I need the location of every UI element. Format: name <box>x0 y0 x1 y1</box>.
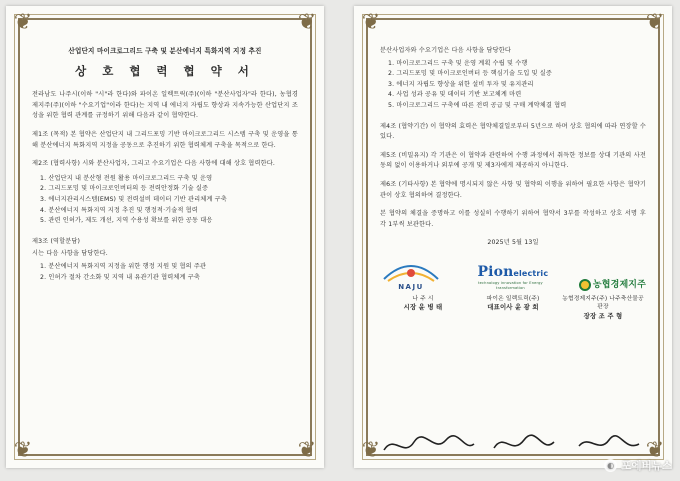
signatory-org: 나 주 시 <box>412 295 434 302</box>
article-4: 제4조 (협약기간) 이 협약의 효력은 협약체결일로부터 5년으로 하며 상호 협의에 따라 연장할 수 있다. <box>380 122 646 141</box>
left-page-content <box>32 46 298 293</box>
handwritten-signatures <box>354 424 672 462</box>
document-title: 상 호 협 력 협 약 서 <box>75 63 255 78</box>
signatory-nh <box>560 295 646 321</box>
watermark-logo-icon: ◐ <box>604 459 617 472</box>
roles-intro: 분산사업자와 수요기업은 다음 사항을 담당한다 <box>380 47 512 54</box>
article-2-intro: 제2조 (협력사항) 시와 분산사업자, 그리고 수요기업은 다음 사항에 대해 상호 협력한다. <box>32 160 275 168</box>
signatory-name: 장장 조 주 형 <box>583 311 623 320</box>
article-2-list <box>40 174 298 227</box>
signatory-org: 파이온 일렉트릭(주) <box>486 295 540 302</box>
agreement-page-left <box>6 6 324 468</box>
naju-logo-text: NAJU <box>398 282 424 291</box>
pion-logo-tagline: technology innovation for Energy transformation <box>478 280 543 290</box>
corner-ornament-icon: ❦ <box>645 10 665 35</box>
nh-logo-text: 농협경제지주 <box>592 279 646 290</box>
corner-ornament-icon: ❦ <box>361 10 381 35</box>
corner-ornament-icon: ❦ <box>13 10 33 35</box>
corner-ornament-icon: ❦ <box>13 438 33 463</box>
pion-logo-suffix: electric <box>513 268 549 278</box>
roles-list <box>388 59 646 112</box>
nh-logo <box>579 279 646 291</box>
signatory-block <box>380 295 646 321</box>
list-item: 1. 산업단지 내 분산형 전원 활용 마이크로그리드 구축 및 운영 <box>40 174 213 182</box>
closing-paragraph: 본 협약의 체결을 증명하고 이를 성실히 수행하기 위하여 협약서 3부를 작성하고 상호 서명 후 각 1부씩 보관한다. <box>380 210 646 228</box>
list-item: 2. 인허가 절차 간소화 및 지역 내 유관기관 협력체계 구축 <box>40 273 201 281</box>
signatory-pion <box>470 295 556 321</box>
article-3-text: 시는 다음 사항을 담당한다. <box>32 250 108 258</box>
signatory-org: 농협경제지주(주) 나주축산물공판장 <box>562 295 644 311</box>
signatory-name: 대표이사 윤 광 희 <box>487 303 539 312</box>
signing-date: 2025년 5월 13일 <box>487 239 539 247</box>
article-5: 제5조 (비밀유지) 각 기관은 이 협약과 관련하여 수행 과정에서 취득한 정보를 상대 기관의 사전 동의 없이 이용하거나 외부에 공개 및 제3자에게 제공하지 아니한다. <box>380 151 646 170</box>
article-6: 제6조 (기타사항) 본 협약에 명시되지 않은 사항 및 협약의 이행을 위하여 필요한 사항은 협약기관이 상호 협의하여 결정한다. <box>380 180 646 199</box>
list-item: 2. 그리드포밍 및 마이크로인버터 등 핵심기술 도입 및 실증 <box>388 70 553 78</box>
list-item: 4. 사업 성과 공유 및 데이터 기반 보고체계 마련 <box>388 91 522 99</box>
document-subtitle: 산업단지 마이크로그리드 구축 및 분산에너지 특화지역 지정 추진 <box>68 47 262 55</box>
nh-mark-icon <box>579 279 591 291</box>
list-item: 3. 에너지 자립도 향상을 위한 설비 투자 및 유지관리 <box>388 80 534 88</box>
article-3-heading: 제3조 (역할분담) <box>32 237 81 245</box>
agreement-page-right <box>354 6 672 468</box>
pion-electric-logo <box>477 263 549 291</box>
signatory-name: 시장 윤 병 태 <box>403 303 443 312</box>
list-item: 3. 에너지관리시스템(EMS) 및 전력설비 데이터 기반 관리체계 구축 <box>40 195 227 203</box>
watermark-text: 포에버뉴스 <box>621 460 672 472</box>
corner-ornament-icon: ❦ <box>297 438 317 463</box>
news-watermark <box>604 458 672 473</box>
corner-ornament-icon: ❦ <box>297 10 317 35</box>
pion-logo-word: Pion <box>477 263 514 280</box>
list-item: 4. 분산에너지 특화지역 지정 추진 및 행정적·기술적 협력 <box>40 206 198 214</box>
naju-logo <box>380 259 442 291</box>
list-item: 2. 그리드포밍 및 마이크로인버터의 등 전력안정화 기술 실증 <box>40 185 209 193</box>
list-item: 5. 관련 인허가, 제도 개선, 지역 수용성 확보를 위한 공동 대응 <box>40 217 213 225</box>
corner-ornament-icon: ❦ <box>645 438 665 463</box>
list-item: 5. 마이크로그리드 구축에 따른 전력 공급 및 구매 계약체결 협력 <box>388 101 567 109</box>
list-item: 1. 분산에너지 특화지역 지정을 위한 행정 지원 및 협의 주관 <box>40 262 207 270</box>
list-item: 1. 마이크로그리드 구축 및 운영 계획 수립 및 수행 <box>388 59 528 67</box>
intro-paragraph: 전라남도 나주시(이하 "시"라 한다)와 파이온 일렉트릭(주)(이하 "분산사업자"라 한다), 농협경제지주(주)(이하 "수요기업"이라 한다)는 지역 내 에너지 자립도 향상과 지속가능한 산업단지 조성을 위한 협력 관계를 규정하기 위해 다음과 같이 협약한다. <box>32 91 298 120</box>
party-logos <box>380 259 646 291</box>
article-1: 제1조 (목적) 본 협약은 산업단지 내 그리드포밍 기반 마이크로그리드 시스템 구축 및 운영을 통해 분산에너지 특화지역 지정을 공동으로 추진하기 위한 협력체계 구축을 목적으로 한다. <box>32 130 298 149</box>
corner-ornament-icon: ❦ <box>361 438 381 463</box>
right-page-content <box>380 46 646 320</box>
article-3-list <box>40 262 298 283</box>
signatory-naju <box>380 295 466 321</box>
